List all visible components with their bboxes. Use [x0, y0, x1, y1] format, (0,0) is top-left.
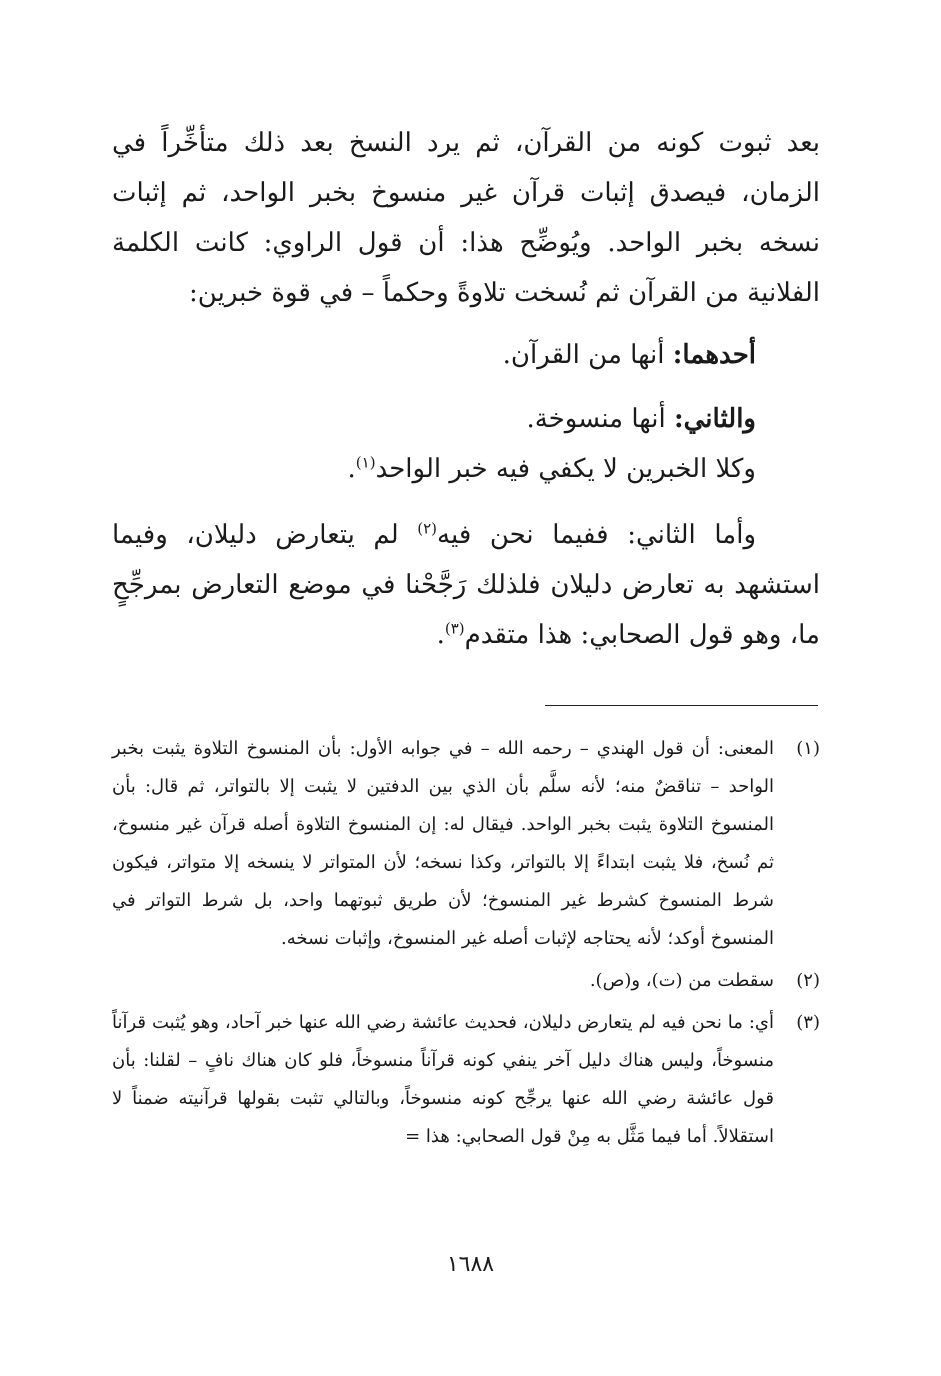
footnote-2	[112, 962, 820, 1000]
point-second-label: والثاني:	[674, 404, 756, 434]
page-number: ١٦٨٨	[446, 1252, 495, 1277]
paragraph-1: بعد ثبوت كونه من القرآن، ثم يرد النسخ بعد ذلك متأخِّراً في الزمان، فيصدق إثبات قرآن غير منسوخ بخبر الواحد، ثم إثبات نسخه بخبر الواحد. ويُوضِّح هذا: أن قول الراوي: كانت الكلمة الفلانية من القرآن ثم نُسخت تلاوةً وحكماً – في قوة خبرين:	[112, 128, 821, 308]
footnotes	[112, 730, 820, 1156]
paragraph-2	[112, 510, 820, 660]
both-reports-line	[112, 444, 820, 494]
footnote-number: (١)	[796, 738, 820, 759]
paragraph-2-start: وأما الثاني: ففيما نحن فيه	[437, 520, 756, 550]
main-text	[112, 118, 820, 660]
point-first	[112, 330, 820, 380]
point-second	[112, 394, 820, 444]
footnote-1	[112, 730, 820, 958]
footnote-text: المعنى: أن قول الهندي – رحمه الله – في جوابه الأول: بأن المنسوخ التلاوة يثبت بخبر الواحد – تناقضٌ منه؛ لأنه سلَّم بأن الذي بين الدفتين لا يثبت إلا بالتواتر، ثم قال: بأن المنسوخ التلاوة يثبت بخبر الواحد. فيقال له: إن المنسوخ التلاوة أصله قرآن غير منسوخ، ثم نُسخ، فلا يثبت ابتداءً إلا بالتواتر، وكذا نسخه؛ لأن المتواتر لا ينسخه إلا متواتر، فيكون شرط المنسوخ كشرط غير المنسوخ؛ لأن طريق ثبوتهما واحد، بل شرط التواتر في المنسوخ أوكد؛ لأنه يحتاجه لإثبات أصله غير المنسوخ، وإثبات نسخه.	[112, 738, 774, 949]
both-reports-text: وكلا الخبرين لا يكفي فيه خبر الواحد	[375, 454, 756, 484]
footnote-text: سقطت من (ت)، و(ص).	[589, 970, 774, 991]
footnote-number: (٢)	[796, 970, 820, 991]
both-reports-end: .	[347, 454, 356, 484]
footnote-ref-3[interactable]: (٣)	[444, 619, 465, 638]
point-first-text: أنها من القرآن.	[502, 340, 673, 370]
paragraph-2-end: .	[436, 620, 445, 650]
footnote-ref-2[interactable]: (٢)	[417, 519, 438, 538]
footnote-separator	[545, 705, 818, 706]
footnote-3	[112, 1004, 820, 1156]
footnote-ref-1[interactable]: (١)	[355, 453, 376, 472]
footnote-text: أي: ما نحن فيه لم يتعارض دليلان، فحديث عائشة رضي الله عنها خبر آحاد، وهو يُثبت قرآناً منسوخاً، وليس هناك دليل آخر ينفي كونه قرآناً منسوخاً، فلو كان هناك نافٍ – لقلنا: بأن قول عائشة رضي الله عنها يرجِّح كونه منسوخاً، وبالتالي تثبت بقولها قرآنيته ضمناً لا استقلالاً. أما فيما مَثَّل به مِنْ قول الصحابي: هذا =	[112, 1012, 774, 1147]
paragraph-2-middle: لم يتعارض دليلان، وفيما استشهد به تعارض دليلان فلذلك رَجَّحْنا في موضع التعارض بمرجِّحٍ ما، وهو قول الصحابي: هذا متقدم	[112, 520, 820, 650]
point-first-label: أحدهما:	[672, 340, 756, 370]
point-second-text: أنها منسوخة.	[526, 404, 675, 434]
footnote-number: (٣)	[796, 1012, 820, 1033]
